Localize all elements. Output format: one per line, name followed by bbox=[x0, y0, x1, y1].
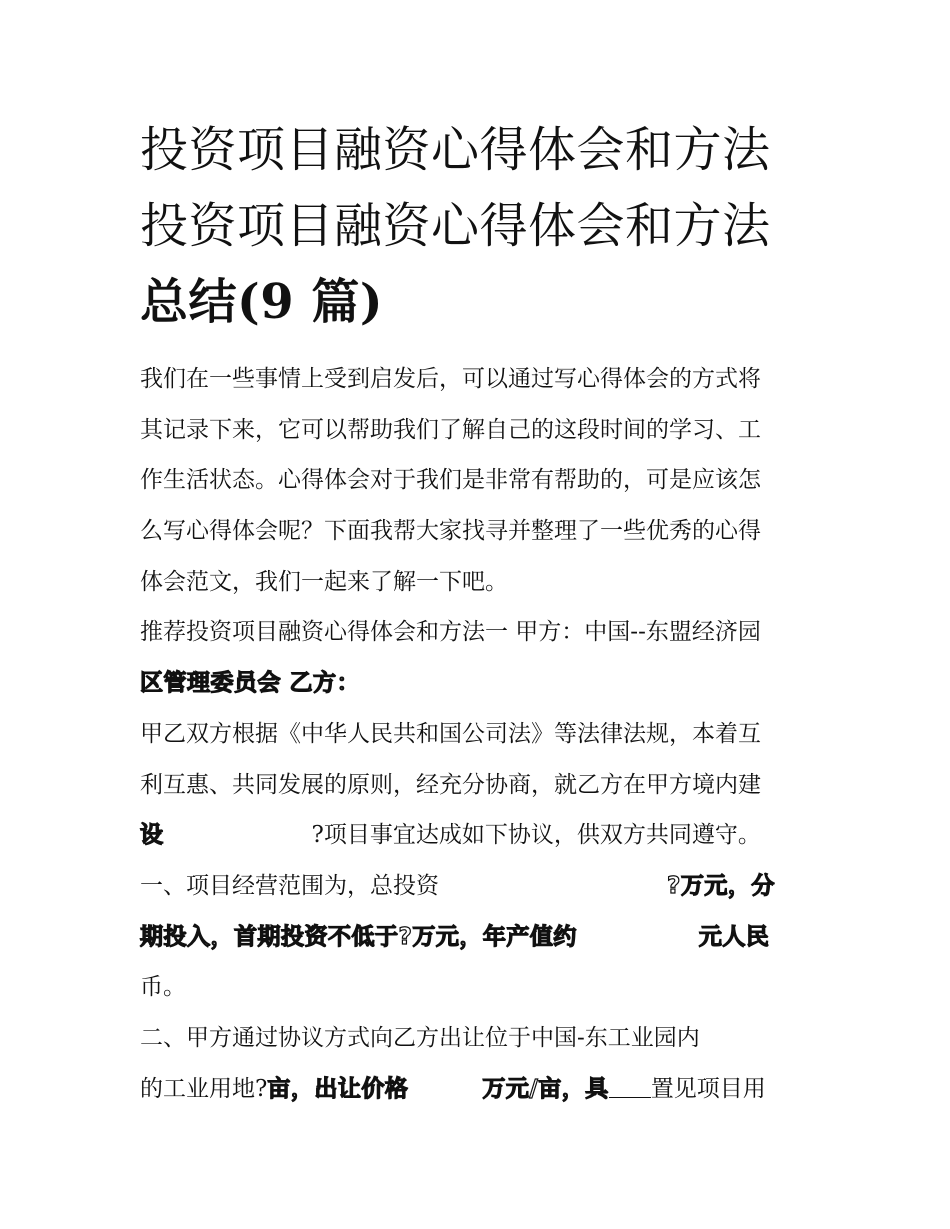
intro-line-5: 体会范文，我们一起来了解一下吧。 bbox=[140, 568, 508, 595]
item1-line-2-start: 期投入，首期投资不低于?万元，年产值约 bbox=[140, 923, 577, 950]
agreement-line-3 bbox=[140, 810, 820, 861]
intro-line-4: 么写心得体会呢？下面我帮大家找寻并整理了一些优秀的心得 bbox=[140, 518, 761, 545]
agreement-line-3-start: 设 bbox=[140, 822, 164, 849]
item2-line-2-c: 万元/亩，具 bbox=[482, 1075, 609, 1102]
item2-line-2-b: 亩，出让价格 bbox=[267, 1075, 409, 1102]
item1-line-3: 币。 bbox=[140, 974, 186, 1001]
item1-line-2-end: 元人民 bbox=[698, 923, 770, 950]
agreement-line-3-end: ?项目事宜达成如下协议，供双方共同遵守。 bbox=[311, 822, 761, 849]
intro-line-3: 作生活状态。心得体会对于我们是非常有帮助的，可是应该怎 bbox=[140, 467, 761, 494]
document-title bbox=[140, 112, 820, 340]
item2-line-2-a: 的工业用地? bbox=[140, 1075, 268, 1102]
agreement-paragraph bbox=[140, 709, 820, 861]
item1-line-1-start: 一、项目经营范围为，总投资 bbox=[140, 872, 439, 899]
item1-paragraph bbox=[140, 861, 820, 1013]
title-line-1: 投资项目融资心得体会和方法 bbox=[140, 122, 771, 178]
item1-line-1-end: ?万元，分 bbox=[667, 872, 775, 899]
section1-heading bbox=[140, 607, 820, 708]
intro-line-2: 其记录下来，它可以帮助我们了解自己的这段时间的学习、工 bbox=[140, 416, 761, 443]
title-line-2: 投资项目融资心得体会和方法 bbox=[140, 198, 771, 254]
intro-line-1: 我们在一些事情上受到启发后，可以通过写心得体会的方式将 bbox=[140, 366, 761, 392]
document-body bbox=[140, 354, 820, 1114]
intro-paragraph bbox=[140, 354, 820, 607]
item2-paragraph bbox=[140, 1013, 820, 1114]
item2-line-2 bbox=[140, 1064, 820, 1115]
item2-line-1: 二、甲方通过协议方式向乙方出让位于中国-东工业园内 bbox=[140, 1024, 700, 1051]
agreement-line-1: 甲乙双方根据《中华人民共和国公司法》等法律法规，本着互 bbox=[140, 720, 761, 747]
item1-line-2 bbox=[140, 912, 820, 963]
item1-line-1 bbox=[140, 861, 820, 912]
blank-underline bbox=[609, 1074, 651, 1098]
title-line-3: 总结(9 篇) bbox=[140, 274, 384, 330]
section1-line-1: 推荐投资项目融资心得体会和方法一 甲方：中国--东盟经济园 bbox=[140, 619, 761, 646]
item2-line-2-d: 置见项目用 bbox=[650, 1075, 766, 1102]
agreement-line-2: 利互惠、共同发展的原则，经充分协商，就乙方在甲方境内建 bbox=[140, 771, 761, 798]
section1-line-2: 区管理委员会 乙方： bbox=[140, 670, 361, 697]
